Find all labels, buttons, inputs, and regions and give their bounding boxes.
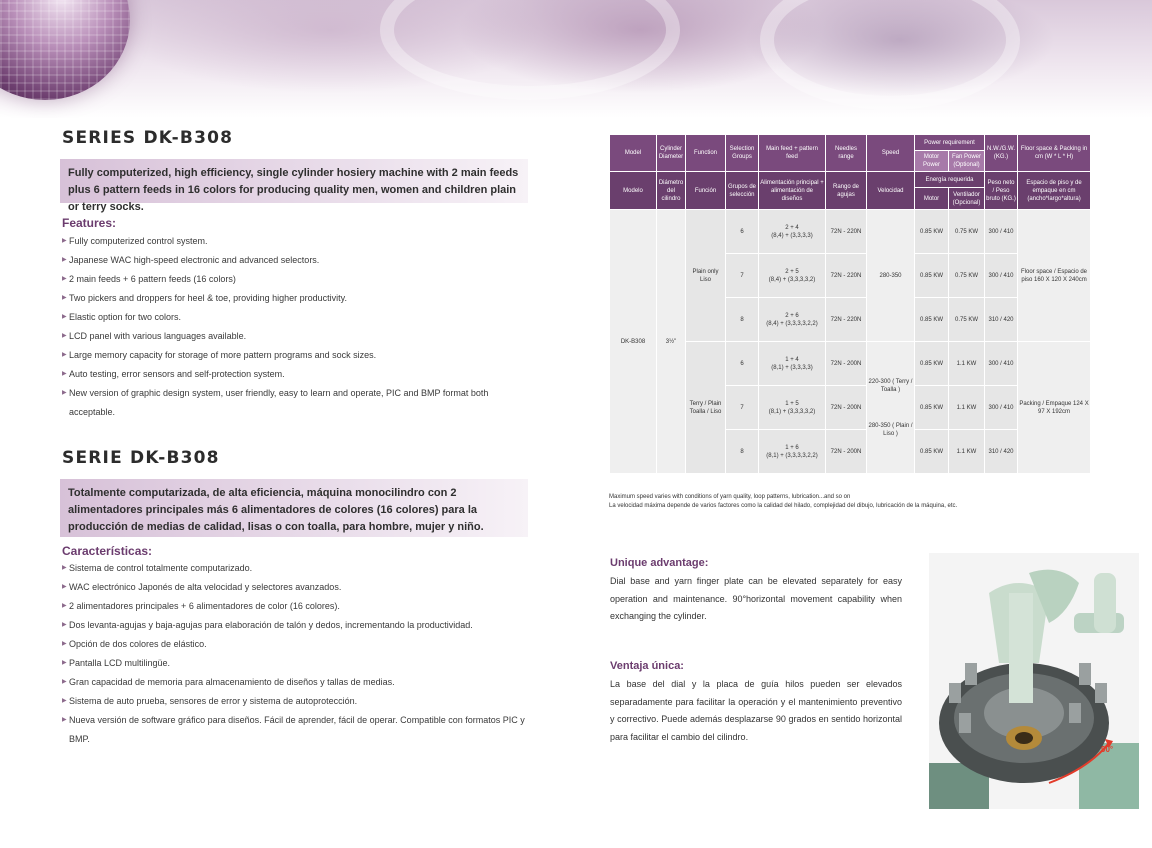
feature-item: ▶ Opción de dos colores de elástico. — [62, 635, 532, 654]
banner-swirl-1 — [380, 0, 680, 100]
bullet-arrow-icon: ▶ — [62, 641, 67, 647]
speed-note-en: Maximum speed varies with conditions of yarn quality, loop patterns, lubrication...and so on — [609, 494, 851, 500]
th-power: Power requirement — [915, 135, 985, 151]
bullet-arrow-icon: ▶ — [62, 295, 67, 301]
th-nwgw: N.W./G.W. (KG.) — [985, 135, 1018, 172]
feature-item: ▶ 2 alimentadores principales + 6 alimentadores de color (16 colores). — [62, 597, 532, 616]
bullet-arrow-icon: ▶ — [62, 314, 67, 320]
th-floor: Floor space & Packing in cm (W * L * H) — [1018, 135, 1091, 172]
cell-selection: 6 — [726, 342, 759, 386]
th-function-es: Función — [686, 172, 726, 210]
cell-packing: Packing / Empaque 124 X 97 X 192cm — [1018, 342, 1091, 474]
features-list-en — [62, 232, 532, 422]
table-header-row-en — [610, 135, 1091, 151]
table-row — [610, 210, 1091, 254]
cell-needles: 72N - 220N — [826, 254, 867, 298]
cell-fan: 1.1 KW — [949, 430, 985, 474]
cell-feed: 1 + 5 (8,1) + (3,3,3,3,2) — [759, 386, 826, 430]
cell-speed-plain: 280-350 — [867, 210, 915, 342]
cell-selection: 8 — [726, 430, 759, 474]
cell-motor: 0.85 KW — [915, 298, 949, 342]
intro-es: Totalmente computarizada, de alta eficiencia, máquina monocilindro con 2 alimentadores principales más 6 alimentadores de colores (16 colores) para la producción de medias de calidad, lisas o con toalla, para hombre, mujer y niño. — [60, 479, 528, 537]
features-heading-en: Features: — [62, 216, 117, 230]
advantage-heading-es: Ventaja única: — [610, 660, 684, 672]
th-selection: Selection Groups — [726, 135, 759, 172]
th-feed-es: Alimentación principal + alimentación de diseños — [759, 172, 826, 210]
bullet-arrow-icon: ▶ — [62, 565, 67, 571]
bullet-arrow-icon: ▶ — [62, 276, 67, 282]
bullet-arrow-icon: ▶ — [62, 603, 67, 609]
advantage-text-es: La base del dial y la placa de guía hilos pueden ser elevados separadamente para facilitar la operación y el mantenimiento preventivo y correctivo. Puede además desplazarse 90 grados en sentido horizontal para facilitar el cambio del cilindro. — [610, 679, 902, 742]
bullet-arrow-icon: ▶ — [62, 238, 67, 244]
feature-item: ▶ Pantalla LCD multilingüe. — [62, 654, 532, 673]
th-speed-es: Velocidad — [867, 172, 915, 210]
advantage-heading-en: Unique advantage: — [610, 557, 709, 569]
spec-table — [609, 134, 1091, 474]
th-power-es: Energía requerida — [915, 172, 985, 188]
header-banner — [0, 0, 1152, 118]
banner-swirl-2 — [760, 0, 1020, 110]
cell-selection: 7 — [726, 386, 759, 430]
th-model-es: Modelo — [610, 172, 657, 210]
bullet-arrow-icon: ▶ — [62, 679, 67, 685]
feature-item: ▶ New version of graphic design system, user friendly, easy to learn and operate, PIC and BMP format both acceptable. — [62, 384, 517, 422]
cell-feed: 2 + 4 (8,4) + (3,3,3,3) — [759, 210, 826, 254]
cell-selection: 8 — [726, 298, 759, 342]
cell-fan: 0.75 KW — [949, 254, 985, 298]
cell-weight: 300 / 410 — [985, 210, 1018, 254]
series-title-es: SERIE DK-B308 — [62, 448, 220, 468]
cell-needles: 72N - 200N — [826, 342, 867, 386]
feature-item: ▶ Fully computerized control system. — [62, 232, 532, 251]
cell-fan: 1.1 KW — [949, 386, 985, 430]
advantage-text-en: Dial base and yarn finger plate can be elevated separately for easy operation and maintenance. 90°horizontal movement capability when exchanging the cylinder. — [610, 576, 902, 621]
intro-en: Fully computerized, high efficiency, single cylinder hosiery machine with 2 main feeds plus 6 pattern feeds in 16 colors for producing quality men, women and children plain or terry socks. — [60, 159, 528, 203]
feature-item: ▶ Gran capacidad de memoria para almacenamiento de diseños y tallas de medias. — [62, 673, 532, 692]
cell-function-plain: Plain only Liso — [686, 210, 726, 342]
th-nwgw-es: Peso neto / Peso bruto (KG.) — [985, 172, 1018, 210]
feature-item: ▶ Nueva versión de software gráfico para diseños. Fácil de aprender, fácil de operar. Compatible con formatos PIC y BMP. — [62, 711, 527, 749]
cell-speed-terry: 220-300 ( Terry / Toalla ) 280-350 ( Plain / Liso ) — [867, 342, 915, 474]
cell-motor: 0.85 KW — [915, 386, 949, 430]
th-selection-es: Grupos de selección — [726, 172, 759, 210]
series-title-en: SERIES DK-B308 — [62, 128, 234, 148]
cell-needles: 72N - 220N — [826, 298, 867, 342]
th-feed: Main feed + pattern feed — [759, 135, 826, 172]
globe-graphic — [0, 0, 130, 100]
cell-motor: 0.85 KW — [915, 254, 949, 298]
th-fan-es: Ventilador (Opcional) — [949, 188, 985, 210]
bullet-arrow-icon: ▶ — [62, 584, 67, 590]
feature-item: ▶ Japanese WAC high-speed electronic and advanced selectors. — [62, 251, 532, 270]
cell-feed: 1 + 6 (8,1) + (3,3,3,3,2,2) — [759, 430, 826, 474]
features-heading-es: Características: — [62, 544, 153, 558]
feature-item: ▶ Auto testing, error sensors and self-protection system. — [62, 365, 532, 384]
cell-fan: 0.75 KW — [949, 298, 985, 342]
bullet-arrow-icon: ▶ — [62, 622, 67, 628]
feature-item: ▶ 2 main feeds + 6 pattern feeds (16 colors) — [62, 270, 532, 289]
feature-item: ▶ Sistema de auto prueba, sensores de error y sistema de autoprotección. — [62, 692, 532, 711]
feature-item: ▶ LCD panel with various languages available. — [62, 327, 532, 346]
cell-function-terry: Terry / Plain Toalla / Liso — [686, 342, 726, 474]
th-fan: Fan Power (Optional) — [949, 151, 985, 172]
speed-note-es: La velocidad máxima depende de varios factores como la calidad del hilado, complejidad del dibujo, lubricación de la máquina, etc. — [609, 503, 958, 509]
cell-cylinder: 3½" — [657, 210, 686, 474]
cell-weight: 310 / 420 — [985, 430, 1018, 474]
th-cylinder-es: Diámetro del cilindro — [657, 172, 686, 210]
th-needles-es: Rango de agujas — [826, 172, 867, 210]
machine-photo — [929, 553, 1139, 809]
features-list-es — [62, 559, 532, 749]
th-speed: Speed — [867, 135, 915, 172]
cell-fan: 1.1 KW — [949, 342, 985, 386]
cell-needles: 72N - 200N — [826, 430, 867, 474]
th-needles: Needles range — [826, 135, 867, 172]
th-cylinder: Cylinder Diameter — [657, 135, 686, 172]
feature-item: ▶ Two pickers and droppers for heel & toe, providing higher productivity. — [62, 289, 532, 308]
cell-motor: 0.85 KW — [915, 430, 949, 474]
table-header-row-es — [610, 172, 1091, 188]
th-model: Model — [610, 135, 657, 172]
cell-motor: 0.85 KW — [915, 210, 949, 254]
cell-floor-space: Floor space / Espacio de piso 160 X 120 X 240cm — [1018, 210, 1091, 342]
cell-weight: 300 / 410 — [985, 386, 1018, 430]
bullet-arrow-icon: ▶ — [62, 390, 67, 396]
th-motor: Motor Power — [915, 151, 949, 172]
cell-selection: 7 — [726, 254, 759, 298]
bullet-arrow-icon: ▶ — [62, 257, 67, 263]
bullet-arrow-icon: ▶ — [62, 698, 67, 704]
cell-weight: 310 / 420 — [985, 298, 1018, 342]
feature-item: ▶ Sistema de control totalmente computarizado. — [62, 559, 532, 578]
th-floor-es: Espacio de piso y de empaque en cm (ancho*largo*altura) — [1018, 172, 1091, 210]
th-function: Function — [686, 135, 726, 172]
cell-feed: 1 + 4 (8,1) + (3,3,3,3) — [759, 342, 826, 386]
bullet-arrow-icon: ▶ — [62, 717, 67, 723]
feature-item: ▶ Elastic option for two colors. — [62, 308, 532, 327]
feature-item: ▶ WAC electrónico Japonés de alta velocidad y selectores avanzados. — [62, 578, 532, 597]
bullet-arrow-icon: ▶ — [62, 371, 67, 377]
cell-motor: 0.85 KW — [915, 342, 949, 386]
cell-needles: 72N - 220N — [826, 210, 867, 254]
cell-weight: 300 / 410 — [985, 254, 1018, 298]
cell-feed: 2 + 5 (8,4) + (3,3,3,3,2) — [759, 254, 826, 298]
cell-selection: 6 — [726, 210, 759, 254]
bullet-arrow-icon: ▶ — [62, 660, 67, 666]
cell-needles: 72N - 200N — [826, 386, 867, 430]
cell-weight: 300 / 410 — [985, 342, 1018, 386]
feature-item: ▶ Large memory capacity for storage of more pattern programs and sock sizes. — [62, 346, 532, 365]
cell-model: DK-B308 — [610, 210, 657, 474]
bullet-arrow-icon: ▶ — [62, 333, 67, 339]
feature-item: ▶ Dos levanta-agujas y baja-agujas para elaboración de talón y dedos, incrementando la productividad. — [62, 616, 532, 635]
bullet-arrow-icon: ▶ — [62, 352, 67, 358]
cell-feed: 2 + 6 (8,4) + (3,3,3,3,2,2) — [759, 298, 826, 342]
ninety-degree-label: 90° — [1101, 745, 1114, 754]
cell-fan: 0.75 KW — [949, 210, 985, 254]
machine-illustration — [929, 553, 1139, 809]
th-motor-es: Motor — [915, 188, 949, 210]
